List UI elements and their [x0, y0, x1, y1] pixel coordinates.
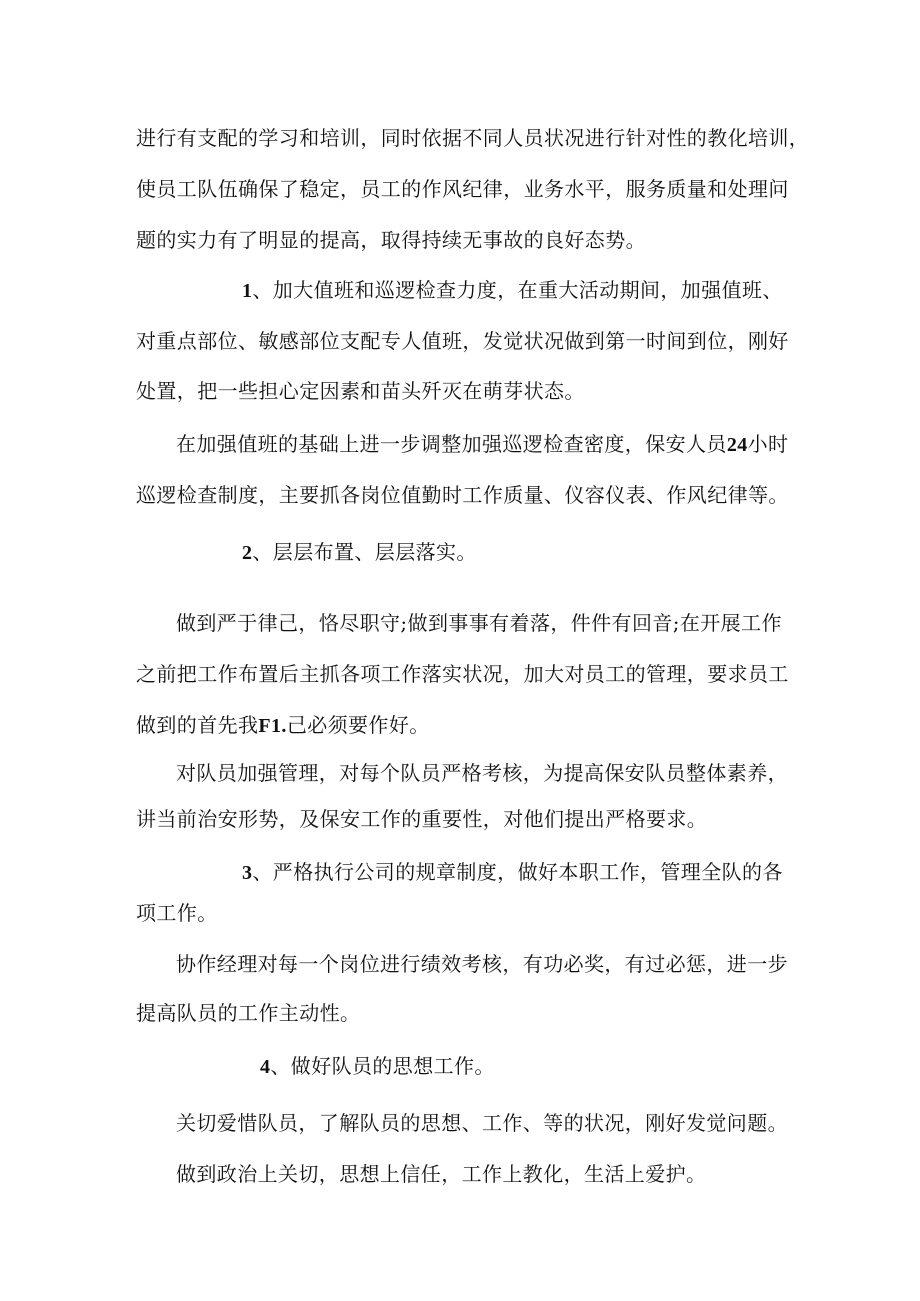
para3-line3-post: 己必须要作好。 [286, 713, 430, 737]
item3-line1: 、严格执行公司的规章制度，做好本职工作，管理全队的各 [252, 860, 783, 884]
item1-line1: 、加大值班和巡逻检查力度，在重大活动期间，加强值班、 [252, 278, 783, 302]
para2-line1-num: 24 [726, 434, 748, 456]
para1-line1: 进行有支配的学习和培训，同时依据不同人员状况进行针对性的教化培训， [136, 126, 810, 150]
item2-text: 、层层布置、层层落实。 [252, 540, 477, 564]
para4-line2: 讲当前治安形势，及保安工作的重要性，对他们提出严格要求。 [136, 807, 708, 831]
item2-heading [242, 538, 477, 567]
para3-line2: 之前把工作布置后主抓各项工作落实状况，加大对员工的管理，要求员工 [136, 662, 789, 686]
para3-line3 [136, 711, 430, 740]
item2-number: 2 [242, 542, 253, 564]
para1-line3: 题的实力有了明显的提高，取得持续无事故的良好态势。 [136, 228, 646, 252]
item3-number: 3 [242, 862, 253, 884]
item3-heading [242, 858, 783, 887]
item4-text: 、做好队员的思想工作。 [270, 1054, 495, 1078]
para6-line2: 做到政治上关切，思想上信任，工作上教化，生活上爱护。 [176, 1162, 707, 1186]
para2-line1-pre: 在加强值班的基础上进一步调整加强巡逻检查密度，保安人员 [176, 432, 727, 456]
para5-line2: 提高队员的工作主动性。 [136, 1001, 361, 1025]
para3-line3-pre: 做到的首先我 [136, 713, 259, 737]
item4-heading [260, 1052, 495, 1081]
item4-number: 4 [260, 1056, 271, 1078]
item1-line2: 对重点部位、敏感部位支配专人值班，发觉状况做到第一时间到位，刚好 [136, 329, 789, 353]
para2-line1 [176, 430, 788, 459]
item1-line3: 处置，把一些担心定因素和苗头歼灭在萌芽状态。 [136, 379, 585, 403]
para6-line1: 关切爱惜队员，了解队员的思想、工作、等的状况，刚好发觉问题。 [176, 1111, 788, 1135]
item1-number: 1 [242, 280, 253, 302]
item3-line2: 项工作。 [136, 901, 218, 925]
para3-line3-num: F1. [258, 715, 287, 737]
para3-line1: 做到严于律己，恪尽职守;做到事事有着落，件件有回音;在开展工作 [176, 611, 782, 635]
para2-line1-post: 小时 [747, 432, 789, 456]
para2-line2: 巡逻检查制度，主要抓各岗位值勤时工作质量、仪容仪表、作风纪律等。 [136, 483, 789, 507]
para1-line2: 使员工队伍确保了稳定，员工的作风纪律，业务水平，服务质量和处理问 [136, 177, 789, 201]
para4-line1: 对队员加强管理，对每个队员严格考核，为提高保安队员整体素养， [176, 761, 788, 785]
para5-line1: 协作经理对每一个岗位进行绩效考核，有功必奖，有过必惩，进一步 [176, 952, 788, 976]
item1-heading [242, 276, 783, 305]
